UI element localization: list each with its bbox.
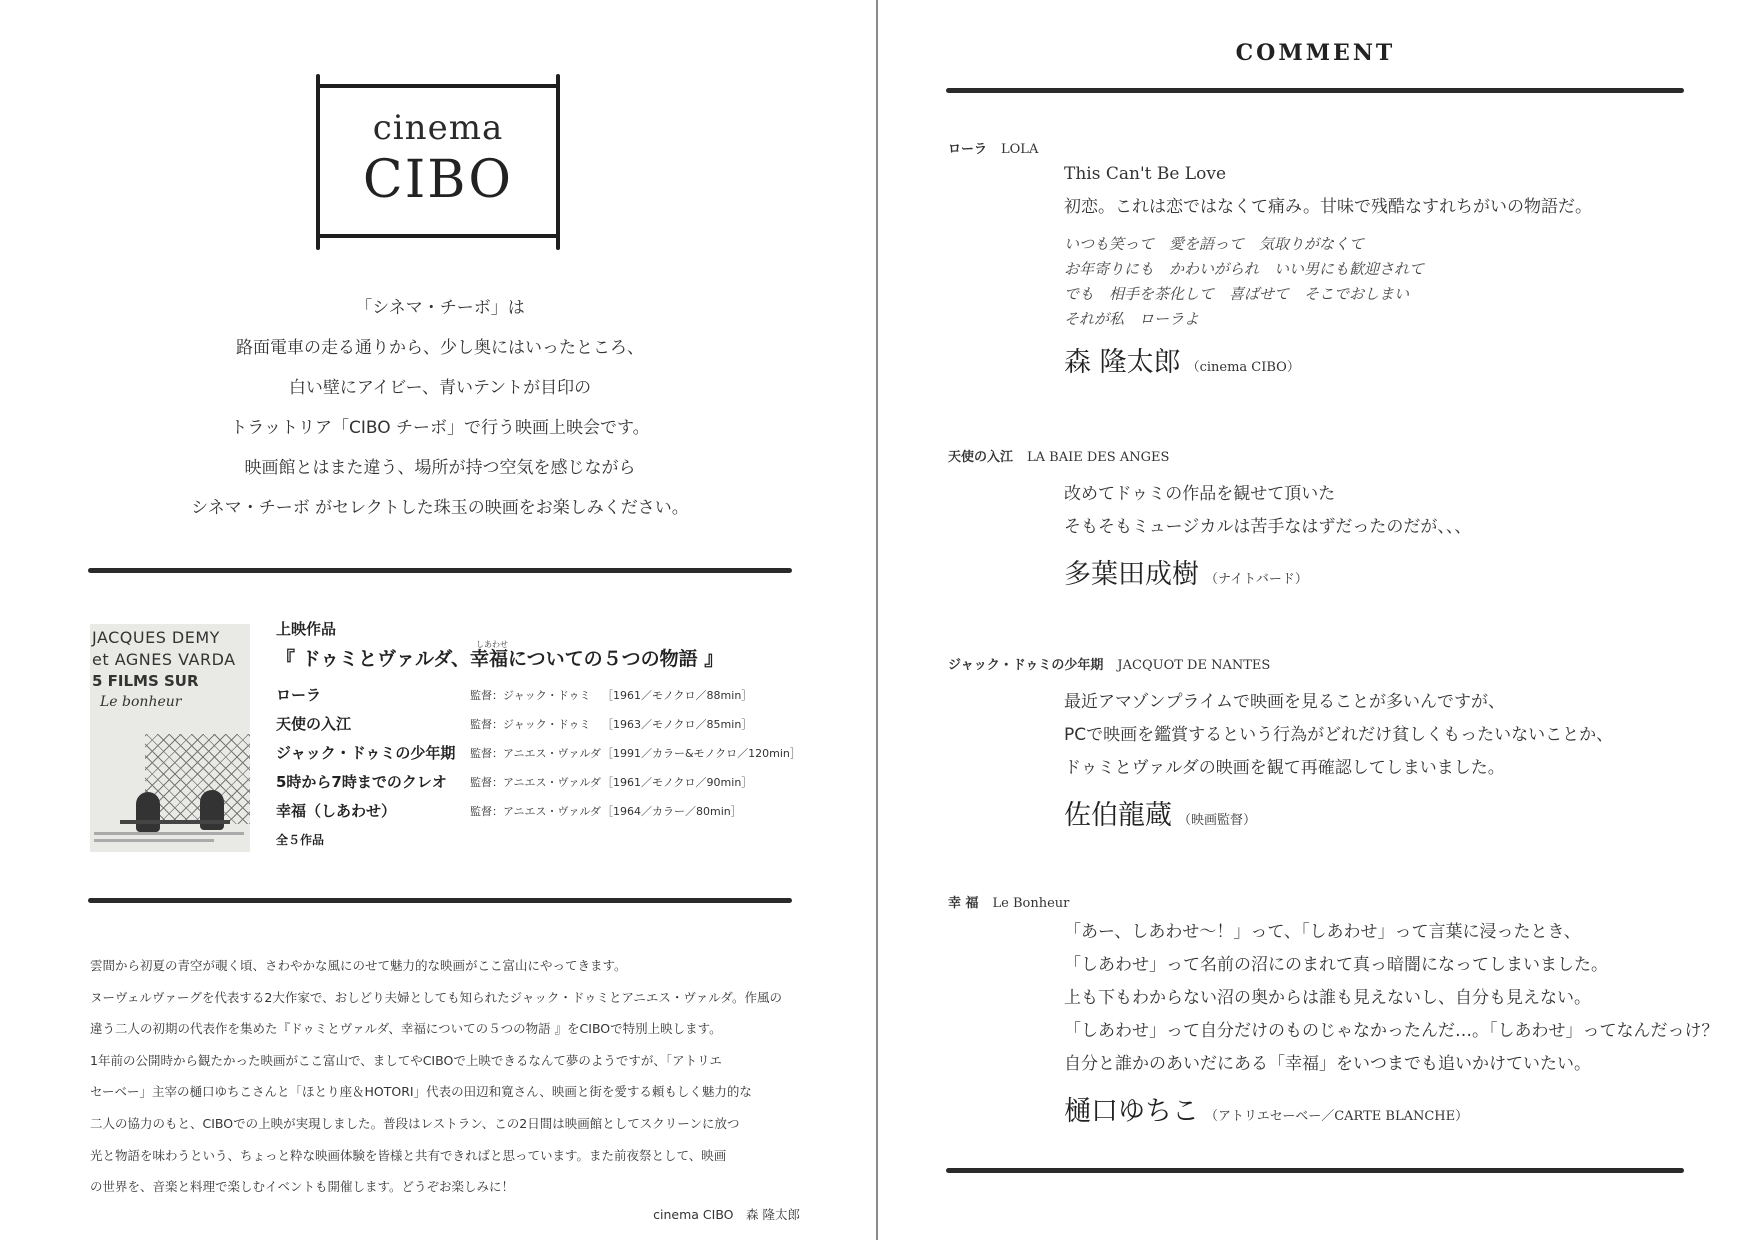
section-body	[1064, 478, 1724, 591]
poster-figure	[136, 792, 160, 832]
essay-line: セーベー」主宰の樋口ゆちこさんと「ほとり座＆HOTORI」代表の田辺和寛さん、映画と街を愛する頼もしく魅力的な	[90, 1084, 752, 1100]
essay-line: 雲間から初夏の青空が覗く頃、さわやかな風にのせて魅力的な映画がここ富山にやってきます。	[90, 958, 627, 973]
essay-signature: cinema CIBO 森 隆太郎	[653, 1206, 800, 1222]
title-ruby: しあわせ	[476, 640, 508, 649]
logo-frame-top	[316, 84, 560, 88]
comment-line: This Can't Be Love	[1064, 164, 1226, 184]
film-row	[276, 742, 801, 771]
section-label	[948, 138, 1038, 157]
comment-line: PCで映画を鑑賞するという行為がどれだけ貧しくもったいないことか、	[1064, 725, 1614, 745]
divider-rule	[946, 1168, 1684, 1173]
section-label-en: JACQUOT DE NANTES	[1117, 658, 1271, 673]
section-label	[948, 446, 1169, 465]
divider-rule	[88, 898, 792, 903]
section-label-ja: 幸 福	[948, 896, 979, 911]
film-director: 監督：アニエス・ヴァルダ	[470, 776, 601, 789]
comment-line: 初恋。これは恋ではなくて痛み。甘味で残酷なすれちがいの物語だ。	[1064, 197, 1593, 217]
author-affiliation: （アトリエセーベー／CARTE BLANCHE）	[1205, 1109, 1469, 1124]
poster-table	[120, 820, 230, 824]
essay-line: 違う二人の初期の代表作を集めた『ドゥミとヴァルダ、幸福についての５つの物語 』をCIBOで特別上映します。	[90, 1021, 722, 1037]
poster-figure	[200, 790, 224, 830]
poem-line: それが私 ローラよ	[1064, 310, 1200, 328]
divider-rule	[88, 568, 792, 573]
comment-line: 「しあわせ」って自分だけのものじゃなかったんだ…。「しあわせ」ってなんだっけ？	[1064, 1021, 1719, 1041]
film-row	[276, 771, 796, 800]
author-name: 佐伯龍蔵	[1064, 800, 1172, 831]
section-body	[1064, 686, 1724, 832]
film-name: ローラ	[276, 686, 322, 704]
screening-heading: 上映作品	[276, 620, 337, 638]
logo-frame-bottom	[316, 234, 560, 238]
cinema-cibo-logo	[312, 74, 564, 250]
section-label-ja: 天使の入江	[948, 450, 1014, 465]
section-label-en: LA BAIE DES ANGES	[1027, 450, 1170, 465]
poster-caption-line	[94, 839, 214, 842]
film-name: 天使の入江	[276, 715, 352, 733]
intro-line: トラットリア「CIBO チーボ」で行う映画上映会です。	[230, 418, 650, 438]
essay-line: 1年前の公開時から観たかった映画がここ富山で、ましてやCIBOで上映できるなんて夢のようですが、「アトリエ	[90, 1052, 722, 1068]
comment-author	[1064, 552, 1724, 591]
comment-author	[1064, 340, 1724, 379]
film-director: 監督：アニエス・ヴァルダ	[470, 805, 601, 818]
section-label	[948, 892, 1069, 911]
section-label-ja: ジャック・ドゥミの少年期	[948, 658, 1104, 673]
poster-text: et AGNES VARDA	[92, 650, 236, 669]
film-name: 5時から7時までのクレオ	[276, 773, 447, 791]
right-page	[878, 0, 1753, 1240]
poem-line: でも 相手を茶化して 喜ばせて そこでおしまい	[1064, 285, 1410, 303]
poster-caption-line	[94, 832, 244, 835]
film-info: ［1991／カラー&モノクロ／120min］	[602, 747, 801, 760]
section-body	[1064, 916, 1724, 1128]
comment-line: 上も下もわからない沼の奥からは誰も見えないし、自分も見えない。	[1064, 988, 1591, 1008]
intro-line: シネマ・チーボ がセレクトした珠玉の映画をお楽しみください。	[191, 498, 689, 518]
program-title: 『 ドゥミとヴァルダ、幸福についての５つの物語 』	[276, 648, 724, 670]
intro-line: 白い壁にアイビー、青いテントが目印の	[288, 378, 592, 398]
film-director: 監督：ジャック・ドゥミ	[470, 718, 591, 731]
film-poster-image	[90, 624, 250, 852]
intro-line: 「シネマ・チーボ」は	[355, 298, 525, 318]
author-name: 森 隆太郎	[1064, 347, 1181, 378]
intro-text	[90, 288, 790, 528]
logo-line-cinema: cinema	[372, 108, 504, 148]
section-label-en: Le Bonheur	[992, 896, 1070, 911]
film-info: ［1964／カラー／80min］	[602, 805, 742, 818]
author-name: 樋口ゆちこ	[1064, 1096, 1199, 1127]
section-label	[948, 654, 1270, 673]
poem-line: いつも笑って 愛を語って 気取りがなくて	[1064, 235, 1365, 253]
intro-line: 映画館とはまた違う、場所が持つ空気を感じながら	[244, 458, 636, 478]
comment-line: 「あー、しあわせ〜！」って、「しあわせ」って言葉に浸ったとき、	[1064, 922, 1581, 942]
section-body	[1064, 158, 1724, 379]
comment-line: 自分と誰かのあいだにある「幸福」をいつまでも追いかけていたい。	[1064, 1054, 1591, 1074]
comment-line: 最近アマゾンプライムで映画を見ることが多いんですが、	[1064, 692, 1505, 712]
essay-line: の世界を、音楽と料理で楽しむイベントも開催します。どうぞお楽しみに！	[90, 1179, 515, 1195]
film-info: ［1961／モノクロ／90min］	[602, 776, 753, 789]
logo-line-cibo: CIBO	[362, 150, 514, 210]
essay-line: 二人の協力のもと、CIBOでの上映が実現しました。普段はレストラン、この2日間は映画館としてスクリーンに放つ	[90, 1115, 740, 1131]
divider-rule	[946, 88, 1684, 93]
author-affiliation: （映画監督）	[1178, 813, 1257, 828]
film-director: 監督：ジャック・ドゥミ	[470, 689, 591, 702]
intro-line: 路面電車の走る通りから、少し奥にはいったところ、	[236, 338, 644, 358]
comment-line: 「しあわせ」って名前の沼にのまれて真っ暗闇になってしまいました。	[1064, 955, 1608, 975]
essay-text	[90, 950, 800, 1230]
poster-lattice	[145, 734, 250, 824]
section-label-ja: ローラ	[948, 142, 988, 157]
author-name: 多葉田成樹	[1064, 559, 1199, 590]
comment-line: ドゥミとヴァルダの映画を観て再確認してしまいました。	[1064, 758, 1505, 778]
film-row	[276, 684, 796, 713]
film-info: ［1961／モノクロ／88min］	[602, 689, 753, 702]
author-affiliation: （cinema CIBO）	[1186, 360, 1300, 375]
film-row	[276, 800, 796, 829]
film-total: 全５作品	[276, 833, 325, 847]
comment-heading: COMMENT	[1235, 40, 1396, 66]
poster-text: JACQUES DEMY	[92, 628, 220, 647]
film-name: ジャック・ドゥミの少年期	[276, 744, 456, 762]
essay-line: ヌーヴェルヴァーグを代表する2大作家で、おしどり夫婦としても知られたジャック・ドゥミとアニエス・ヴァルダ。作風の	[90, 989, 783, 1005]
essay-line: 光と物語を味わうという、ちょっと粋な映画体験を皆様と共有できればと思っています。また前夜祭として、映画	[90, 1147, 727, 1163]
poster-text: 5 FILMS SUR	[92, 672, 199, 690]
film-name: 幸福（しあわせ）	[276, 802, 397, 820]
comment-author	[1064, 793, 1724, 832]
poster-text: Le bonheur	[100, 694, 182, 710]
comment-line: そもそもミュージカルは苦手なはずだったのだが、、、	[1064, 517, 1472, 537]
film-row	[276, 713, 796, 742]
left-page	[0, 0, 876, 1240]
comment-author	[1064, 1089, 1724, 1128]
poem-line: お年寄りにも かわいがられ いい男にも歓迎されて	[1064, 260, 1425, 278]
author-affiliation: （ナイトバード）	[1205, 572, 1308, 587]
section-label-en: LOLA	[1001, 142, 1039, 157]
comment-line: 改めてドゥミの作品を観せて頂いた	[1064, 484, 1336, 504]
screening-list	[276, 618, 801, 848]
film-director: 監督：アニエス・ヴァルダ	[470, 747, 601, 760]
film-info: ［1963／モノクロ／85min］	[602, 718, 753, 731]
